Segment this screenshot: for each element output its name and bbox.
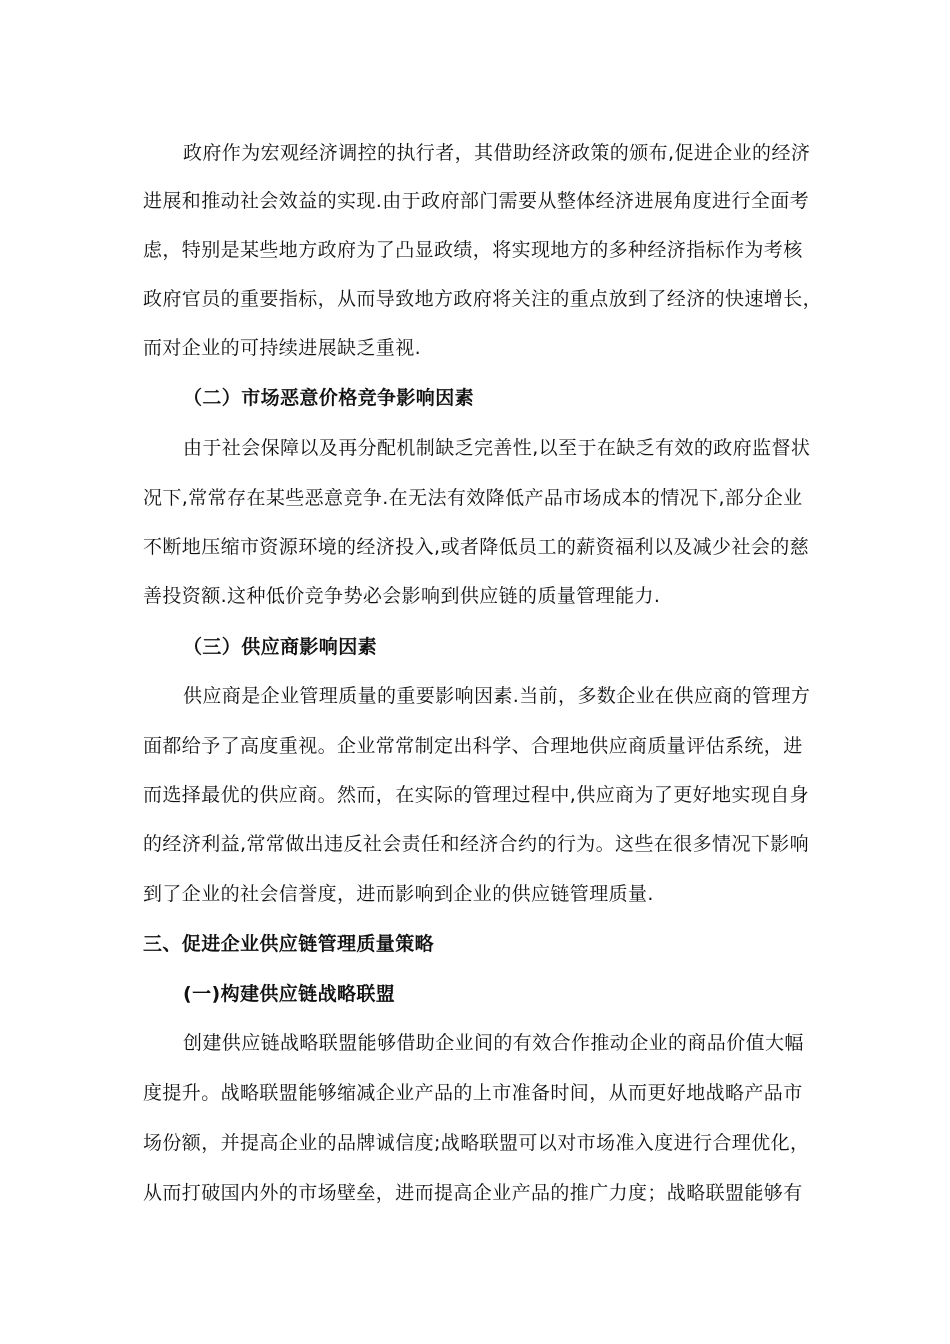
paragraph-line: 而选择最优的供应商。然而，在实际的管理过程中,供应商为了更好地实现自身 <box>143 784 810 806</box>
paragraph-line: 况下,常常存在某些恶意竞争.在无法有效降低产品市场成本的情况下,部分企业 <box>143 487 803 509</box>
paragraph-line: 虑，特别是某些地方政府为了凸显政绩，将实现地方的多种经济指标作为考核 <box>143 239 803 261</box>
paragraph-line: 创建供应链战略联盟能够借助企业间的有效合作推动企业的商品价值大幅 <box>183 1032 804 1054</box>
paragraph-line: 而对企业的可持续进展缺乏重视. <box>143 337 422 359</box>
section-heading: （二）市场恶意价格竞争影响因素 <box>183 387 475 409</box>
section-heading: （三）供应商影响因素 <box>183 636 378 658</box>
paragraph-line: 进展和推动社会效益的实现.由于政府部门需要从整体经济进展角度进行全面考 <box>143 190 810 212</box>
paragraph-line: 由于社会保障以及再分配机制缺乏完善性,以至于在缺乏有效的政府监督状 <box>183 437 811 459</box>
paragraph-line: 到了企业的社会信誉度，进而影响到企业的供应链管理质量. <box>143 883 654 905</box>
paragraph-line: 不断地压缩市资源环境的经济投入,或者降低员工的薪资福利以及减少社会的慈 <box>143 536 810 558</box>
paragraph-line: 从而打破国内外的市场壁垒，进而提高企业产品的推广力度；战略联盟能够有 <box>143 1182 803 1204</box>
paragraph-line: 供应商是企业管理质量的重要影响因素.当前，多数企业在供应商的管理方 <box>183 685 811 707</box>
paragraph-line: 场份额，并提高企业的品牌诚信度;战略联盟可以对市场准入度进行合理优化， <box>143 1132 810 1154</box>
chapter-heading: 三、促进企业供应链管理质量策略 <box>143 933 435 955</box>
paragraph-line: 的经济利益,常常做出违反社会责任和经济合约的行为。这些在很多情况下影响 <box>143 833 810 855</box>
paragraph-line: 面都给予了高度重视。企业常常制定出科学、合理地供应商质量评估系统，进 <box>143 735 803 757</box>
paragraph-line: 政府作为宏观经济调控的执行者，其借助经济政策的颁布,促进企业的经济 <box>183 142 811 164</box>
paragraph-line: 政府官员的重要指标，从而导致地方政府将关注的重点放到了经济的快速增长， <box>143 288 823 310</box>
paragraph-line: 度提升。战略联盟能够缩减企业产品的上市准备时间，从而更好地战略产品市 <box>143 1082 803 1104</box>
paragraph-line: 善投资额.这种低价竞争势必会影响到供应链的质量管理能力. <box>143 585 661 607</box>
section-heading: (一)构建供应链战略联盟 <box>183 983 396 1005</box>
